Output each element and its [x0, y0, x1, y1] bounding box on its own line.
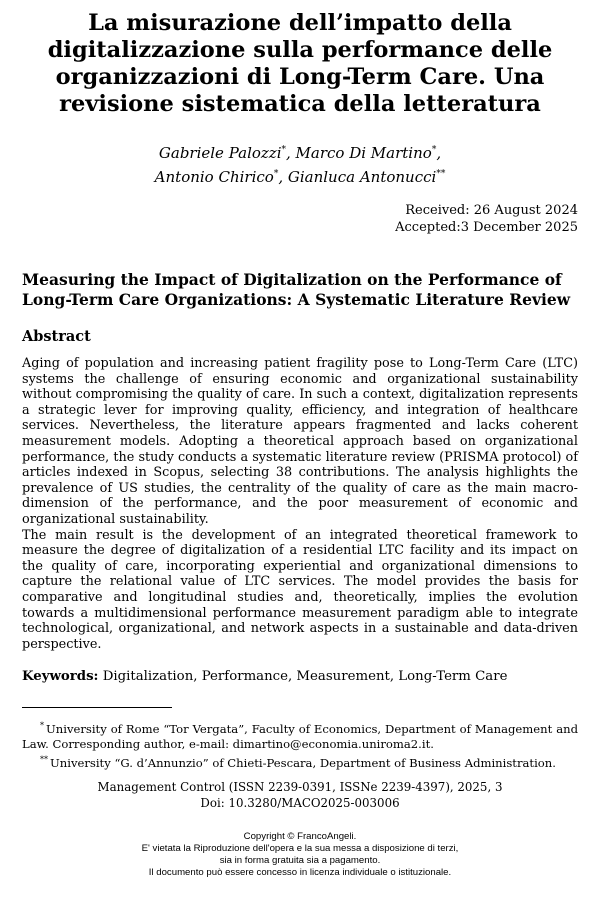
author-name: Gianluca Antonucci — [287, 168, 437, 186]
footnote-divider — [22, 707, 172, 708]
copyright-line: E' vietata la Riproduzione dell'opera e la sua messa a disposizione di terzi, — [141, 843, 459, 854]
keywords-text: Digitalization, Performance, Measurement, Long-Term Care — [102, 669, 508, 685]
english-title: Measuring the Impact of Digitalization on the Performance of Long-Term Care Organizations: A Systematic Literature Review — [22, 270, 571, 309]
copyright-line: Il documento può essere concesso in licenza individuale o istituzionale. — [148, 867, 452, 878]
affiliation-mark: * — [281, 145, 286, 155]
journal-citation: Management Control (ISSN 2239-0391, ISSNe 2239-4397), 2025, 3 — [97, 780, 503, 794]
affiliation-mark: * — [431, 145, 437, 155]
author-list — [22, 140, 578, 188]
copyright-line: Copyright © FrancoAngeli. — [243, 831, 357, 842]
author-line-1: Gabriele Palozzi*, Marco Di Martino*, — [158, 144, 442, 162]
journal-info — [22, 779, 578, 811]
paper-page — [0, 10, 600, 900]
doi: Doi: 10.3280/MACO2025-003006 — [200, 796, 400, 810]
abstract-paragraph-1: Aging of population and increasing patient fragility pose to Long-Term Care (LTC) systems the challenge of ensuring economic and organizational sustainability without compromising the quality of care. In such a context, digitalization represents a strategic lever for improving quality, efficiency, and integration of healthcare services. Nevertheless, the literature appears fragmented and lacks coherent measurement models. Adopting a theoretical approach based on organizational performance, the study conducts a systematic literature review (PRISMA protocol) of articles indexed in Scopus, selecting 38 contributions. The analysis highlights the prevalence of US studies, the centrality of the quality of care as the main macro-dimension of the performance, and the poor measurement of economic and organizational sustainability. — [22, 356, 578, 527]
abstract-heading: Abstract — [22, 328, 91, 345]
author-name: Marco Di Martino — [295, 144, 432, 162]
footnote — [22, 718, 578, 752]
abstract-body — [22, 356, 578, 652]
author-line-2: Antonio Chirico*, Gianluca Antonucci** — [154, 168, 446, 186]
footnote-text: University “G. d’Annunzio” of Chieti-Pescara, Department of Business Administration. — [50, 756, 556, 770]
footnote — [22, 752, 578, 771]
keywords — [22, 668, 578, 685]
received-date: Received: 26 August 2024 — [405, 203, 578, 218]
footnotes — [22, 718, 578, 771]
footnote-mark: * — [40, 721, 44, 731]
copyright-line: sia in forma gratuita sia a pagamento. — [219, 855, 381, 866]
paper-title: La misurazione dell’impatto della digitalizzazione sulla performance delle organizzazioni di Long-Term Care. Una revisione sistematica della letteratura — [47, 10, 553, 117]
abstract-paragraph-2: The main result is the development of an integrated theoretical framework to measure the degree of digitalization of a residential LTC facility and its impact on the quality of care, incorporating experiential and organizational dimensions to capture the relational value of LTC services. The model provides the basis for comparative and longitudinal studies and, theoretically, implies the evolution towards a multidimensional performance measurement paradigm able to integrate technological, organizational, and network aspects in a sustainable and data-driven perspective. — [22, 527, 578, 652]
footnote-mark: ** — [40, 755, 48, 765]
author-name: Gabriele Palozzi — [158, 144, 282, 162]
affiliation-mark: ** — [436, 169, 446, 179]
keywords-label: Keywords: — [22, 669, 99, 685]
accepted-date: Accepted:3 December 2025 — [395, 220, 578, 235]
copyright-notice — [22, 831, 578, 879]
author-name: Antonio Chirico — [154, 168, 274, 186]
footnote-text: University of Rome “Tor Vergata”, Faculty of Economics, Department of Management and Law. Corresponding author, e-mail: dimartino@economia.uniroma2.it. — [22, 722, 578, 752]
affiliation-mark: * — [273, 169, 279, 179]
dates-block — [22, 202, 578, 236]
